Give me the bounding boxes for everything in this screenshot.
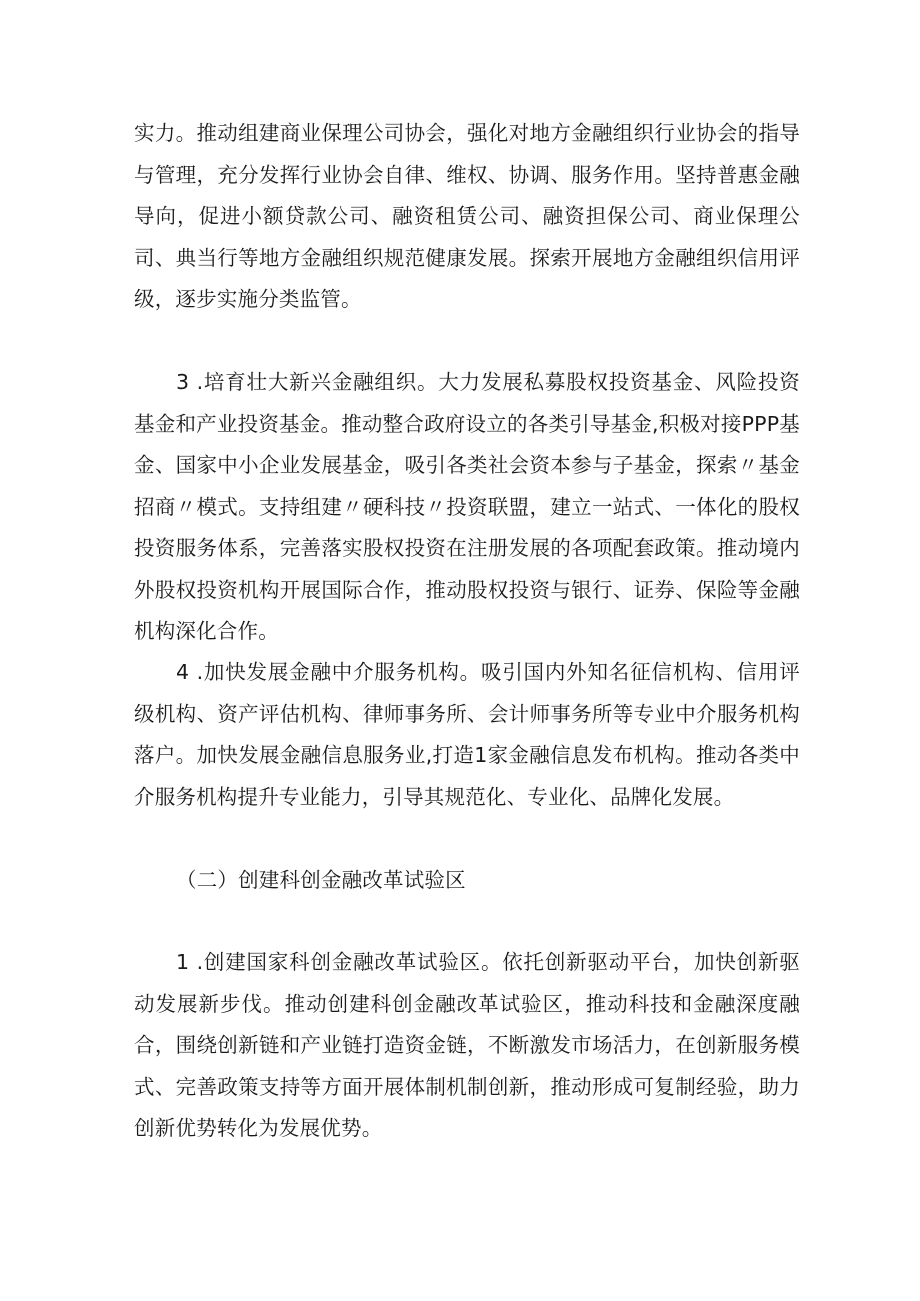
section-heading: （二）创建科创金融改革试验区: [176, 868, 466, 892]
paragraph-item-1: 1 .创建国家科创金融改革试验区。依托创新驱动平台，加快创新驱动发展新步伐。推动创建科创金融改革试验区，推动科技和金融深度融合，围绕创新链和产业链打造资金链，不断激发市场活力，在创新服务模式、完善政策支持等方面开展体制机制创新，推动形成可复制经验，助力创新优势转化为发展优势。: [134, 950, 800, 1140]
document-body: [134, 113, 800, 1150]
paragraph-continuation: 实力。推动组建商业保理公司协会，强化对地方金融组织行业协会的指导与管理，充分发挥行业协会自律、维权、协调、服务作用。坚持普惠金融导向，促进小额贷款公司、融资租赁公司、融资担保公司、商业保理公司、典当行等地方金融组织规范健康发展。探索开展地方金融组织信用评级，逐步实施分类监管。: [134, 121, 800, 311]
paragraph-item-3: 3 .培育壮大新兴金融组织。大力发展私募股权投资基金、风险投资基金和产业投资基金。推动整合政府设立的各类引导基金,积极对接PPP基金、国家中小企业发展基金，吸引各类社会资本参与子基金，探索〃基金招商〃模式。支持组建〃硬科技〃投资联盟，建立一站式、一体化的股权投资服务体系，完善落实股权投资在注册发展的各项配套政策。推动境内外股权投资机构开展国际合作，推动股权投资与银行、证券、保险等金融机构深化合作。: [134, 370, 800, 643]
paragraph-item-4: 4 .加快发展金融中介服务机构。吸引国内外知名征信机构、信用评级机构、资产评估机构、律师事务所、会计师事务所等专业中介服务机构落户。加快发展金融信息服务业,打造1家金融信息发布机构。推动各类中介服务机构提升专业能力，引导其规范化、专业化、品牌化发展。: [134, 660, 800, 809]
